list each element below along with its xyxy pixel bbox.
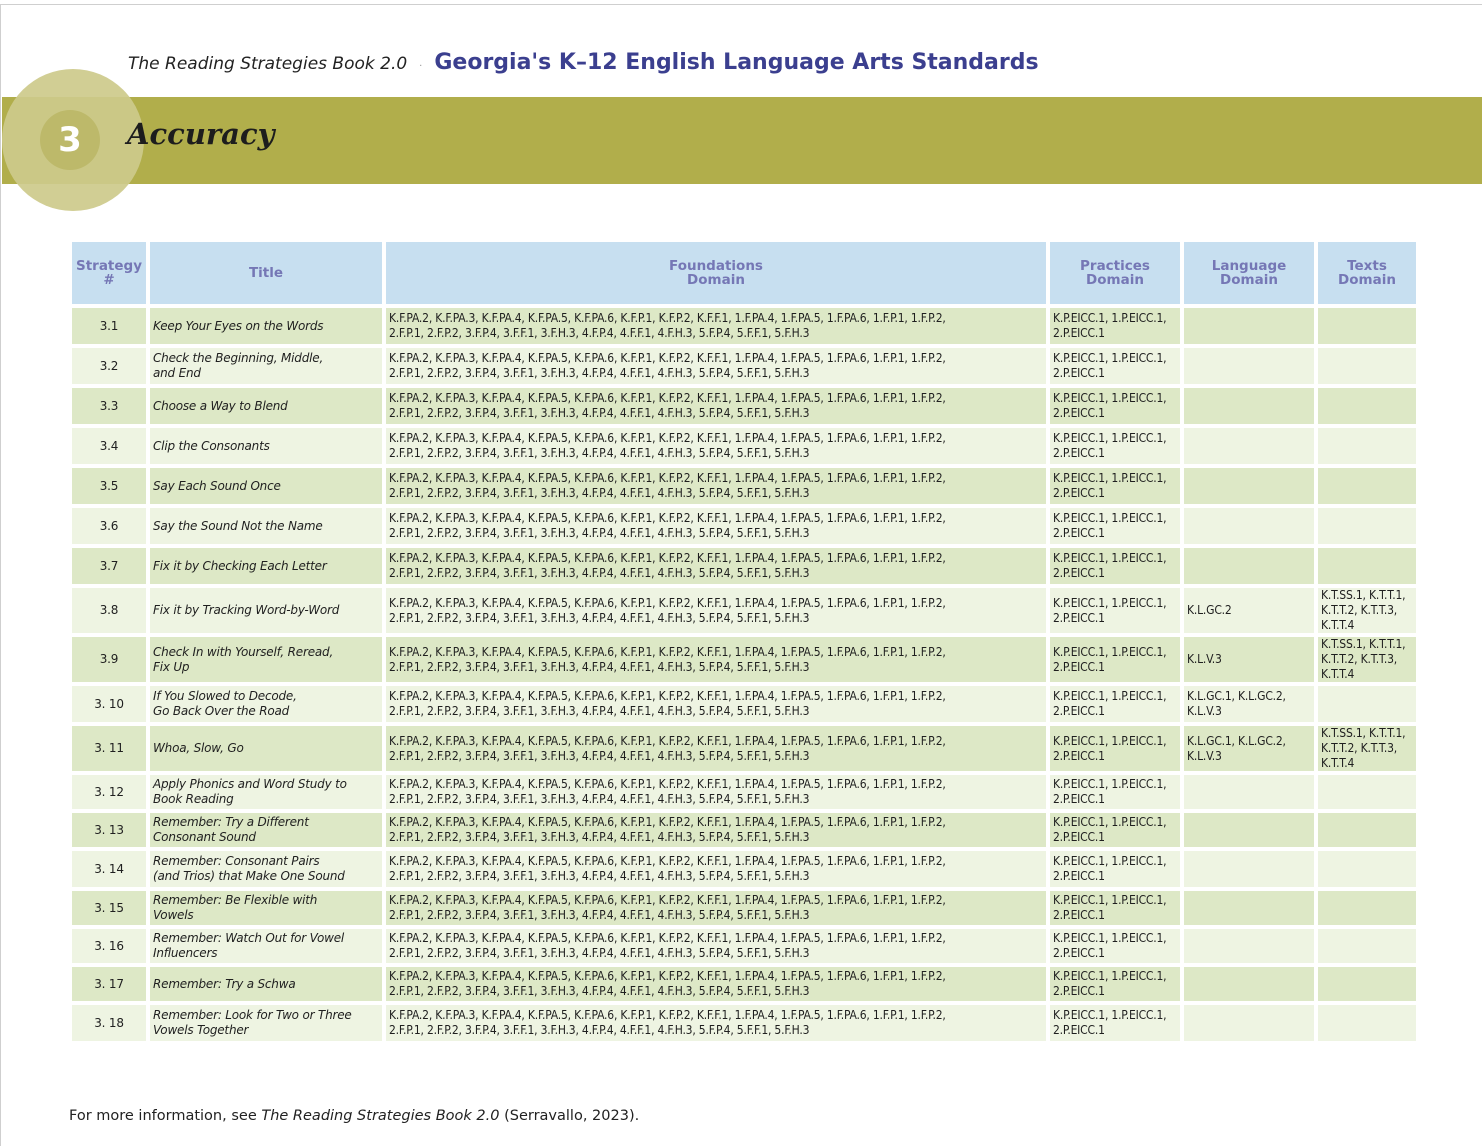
practices-cell: K.P.EICC.1, 1.P.EICC.1, 2.P.EICC.1 — [1050, 348, 1180, 384]
foundations-cell: K.F.PA.2, K.F.PA.3, K.F.PA.4, K.F.PA.5, K.F.PA.6, K.F.P.1, K.F.P.2, K.F.F.1, 1.F.PA.4, 1.F.PA.5, 1.F.PA.6, 1.F.P.1, 1.F.P.2, 2.F.P.1, 2.F.P.2, 3.F.P.4, 3.F.F.1, 3.F.H.3, 4.F.P.4, 4.F.F.1, 4.F.H.3, 5.F.P.4, 5.F.F.1, 5.F.H.3 — [386, 637, 1046, 682]
foundations-cell: K.F.PA.2, K.F.PA.3, K.F.PA.4, K.F.PA.5, K.F.PA.6, K.F.P.1, K.F.P.2, K.F.F.1, 1.F.PA.4, 1.F.PA.5, 1.F.PA.6, 1.F.P.1, 1.F.P.2, 2.F.P.1, 2.F.P.2, 3.F.P.4, 3.F.F.1, 3.F.H.3, 4.F.P.4, 4.F.F.1, 4.F.H.3, 5.F.P.4, 5.F.F.1, 5.F.H.3 — [386, 686, 1046, 722]
section-number-badge: 3 — [40, 110, 100, 170]
strategy-title-cell: Fix it by Checking Each Letter — [150, 548, 382, 584]
strategy-title-cell: Whoa, Slow, Go — [150, 726, 382, 771]
practices-cell: K.P.EICC.1, 1.P.EICC.1, 2.P.EICC.1 — [1050, 686, 1180, 722]
table-row — [72, 308, 1416, 344]
strategy-title-cell: If You Slowed to Decode, Go Back Over the Road — [150, 686, 382, 722]
foundations-cell: K.F.PA.2, K.F.PA.3, K.F.PA.4, K.F.PA.5, K.F.PA.6, K.F.P.1, K.F.P.2, K.F.F.1, 1.F.PA.4, 1.F.PA.5, 1.F.PA.6, 1.F.P.1, 1.F.P.2, 2.F.P.1, 2.F.P.2, 3.F.P.4, 3.F.F.1, 3.F.H.3, 4.F.P.4, 4.F.F.1, 4.F.H.3, 5.F.P.4, 5.F.F.1, 5.F.H.3 — [386, 929, 1046, 963]
language-cell — [1184, 929, 1314, 963]
language-cell — [1184, 967, 1314, 1001]
practices-cell: K.P.EICC.1, 1.P.EICC.1, 2.P.EICC.1 — [1050, 891, 1180, 925]
strategy-number-cell: 3.1 — [72, 308, 146, 344]
col-header-foundations: Foundations Domain — [386, 242, 1046, 304]
table-row — [72, 588, 1416, 633]
strategy-number-cell: 3. 18 — [72, 1005, 146, 1041]
language-cell: K.L.GC.1, K.L.GC.2, K.L.V.3 — [1184, 686, 1314, 722]
practices-cell: K.P.EICC.1, 1.P.EICC.1, 2.P.EICC.1 — [1050, 428, 1180, 464]
strategy-title-cell: Apply Phonics and Word Study to Book Reading — [150, 775, 382, 809]
table-row — [72, 775, 1416, 809]
table-row — [72, 428, 1416, 464]
strategy-title-cell: Fix it by Tracking Word-by-Word — [150, 588, 382, 633]
table-header-row — [72, 242, 1416, 304]
texts-cell — [1318, 348, 1416, 384]
texts-cell — [1318, 929, 1416, 963]
texts-cell — [1318, 308, 1416, 344]
language-cell — [1184, 308, 1314, 344]
foundations-cell: K.F.PA.2, K.F.PA.3, K.F.PA.4, K.F.PA.5, K.F.PA.6, K.F.P.1, K.F.P.2, K.F.F.1, 1.F.PA.4, 1.F.PA.5, 1.F.PA.6, 1.F.P.1, 1.F.P.2, 2.F.P.1, 2.F.P.2, 3.F.P.4, 3.F.F.1, 3.F.H.3, 4.F.P.4, 4.F.F.1, 4.F.H.3, 5.F.P.4, 5.F.F.1, 5.F.H.3 — [386, 813, 1046, 847]
strategy-number-cell: 3. 16 — [72, 929, 146, 963]
practices-cell: K.P.EICC.1, 1.P.EICC.1, 2.P.EICC.1 — [1050, 929, 1180, 963]
strategy-title-cell: Say the Sound Not the Name — [150, 508, 382, 544]
foundations-cell: K.F.PA.2, K.F.PA.3, K.F.PA.4, K.F.PA.5, K.F.PA.6, K.F.P.1, K.F.P.2, K.F.F.1, 1.F.PA.4, 1.F.PA.5, 1.F.PA.6, 1.F.P.1, 1.F.P.2, 2.F.P.1, 2.F.P.2, 3.F.P.4, 3.F.F.1, 3.F.H.3, 4.F.P.4, 4.F.F.1, 4.F.H.3, 5.F.P.4, 5.F.F.1, 5.F.H.3 — [386, 468, 1046, 504]
practices-cell: K.P.EICC.1, 1.P.EICC.1, 2.P.EICC.1 — [1050, 308, 1180, 344]
foundations-cell: K.F.PA.2, K.F.PA.3, K.F.PA.4, K.F.PA.5, K.F.PA.6, K.F.P.1, K.F.P.2, K.F.F.1, 1.F.PA.4, 1.F.PA.5, 1.F.PA.6, 1.F.P.1, 1.F.P.2, 2.F.P.1, 2.F.P.2, 3.F.P.4, 3.F.F.1, 3.F.H.3, 4.F.P.4, 4.F.F.1, 4.F.H.3, 5.F.P.4, 5.F.F.1, 5.F.H.3 — [386, 548, 1046, 584]
table-row — [72, 813, 1416, 847]
strategy-number-cell: 3.3 — [72, 388, 146, 424]
texts-cell — [1318, 388, 1416, 424]
texts-cell — [1318, 1005, 1416, 1041]
texts-cell: K.T.SS.1, K.T.T.1, K.T.T.2, K.T.T.3, K.T.T.4 — [1318, 726, 1416, 771]
texts-cell — [1318, 851, 1416, 887]
table-row — [72, 851, 1416, 887]
language-cell — [1184, 851, 1314, 887]
strategy-number-cell: 3.4 — [72, 428, 146, 464]
col-header-strategy: Strategy # — [72, 242, 146, 304]
language-cell — [1184, 813, 1314, 847]
practices-cell: K.P.EICC.1, 1.P.EICC.1, 2.P.EICC.1 — [1050, 967, 1180, 1001]
table-body — [72, 308, 1416, 1041]
practices-cell: K.P.EICC.1, 1.P.EICC.1, 2.P.EICC.1 — [1050, 775, 1180, 809]
texts-cell — [1318, 508, 1416, 544]
strategy-title-cell: Remember: Watch Out for Vowel Influencers — [150, 929, 382, 963]
practices-cell: K.P.EICC.1, 1.P.EICC.1, 2.P.EICC.1 — [1050, 1005, 1180, 1041]
foundations-cell: K.F.PA.2, K.F.PA.3, K.F.PA.4, K.F.PA.5, K.F.PA.6, K.F.P.1, K.F.P.2, K.F.F.1, 1.F.PA.4, 1.F.PA.5, 1.F.PA.6, 1.F.P.1, 1.F.P.2, 2.F.P.1, 2.F.P.2, 3.F.P.4, 3.F.F.1, 3.F.H.3, 4.F.P.4, 4.F.F.1, 4.F.H.3, 5.F.P.4, 5.F.F.1, 5.F.H.3 — [386, 348, 1046, 384]
foundations-cell: K.F.PA.2, K.F.PA.3, K.F.PA.4, K.F.PA.5, K.F.PA.6, K.F.P.1, K.F.P.2, K.F.F.1, 1.F.PA.4, 1.F.PA.5, 1.F.PA.6, 1.F.P.1, 1.F.P.2, 2.F.P.1, 2.F.P.2, 3.F.P.4, 3.F.F.1, 3.F.H.3, 4.F.P.4, 4.F.F.1, 4.F.H.3, 5.F.P.4, 5.F.F.1, 5.F.H.3 — [386, 891, 1046, 925]
foundations-cell: K.F.PA.2, K.F.PA.3, K.F.PA.4, K.F.PA.5, K.F.PA.6, K.F.P.1, K.F.P.2, K.F.F.1, 1.F.PA.4, 1.F.PA.5, 1.F.PA.6, 1.F.P.1, 1.F.P.2, 2.F.P.1, 2.F.P.2, 3.F.P.4, 3.F.F.1, 3.F.H.3, 4.F.P.4, 4.F.F.1, 4.F.H.3, 5.F.P.4, 5.F.F.1, 5.F.H.3 — [386, 726, 1046, 771]
texts-cell: K.T.SS.1, K.T.T.1, K.T.T.2, K.T.T.3, K.T.T.4 — [1318, 637, 1416, 682]
strategy-title-cell: Remember: Try a Schwa — [150, 967, 382, 1001]
strategy-number-cell: 3.2 — [72, 348, 146, 384]
strategy-number-cell: 3. 11 — [72, 726, 146, 771]
language-cell — [1184, 891, 1314, 925]
strategy-title-cell: Remember: Try a Different Consonant Sound — [150, 813, 382, 847]
texts-cell — [1318, 813, 1416, 847]
strategy-number-cell: 3. 15 — [72, 891, 146, 925]
language-cell: K.L.GC.1, K.L.GC.2, K.L.V.3 — [1184, 726, 1314, 771]
texts-cell — [1318, 686, 1416, 722]
col-header-language: Language Domain — [1184, 242, 1314, 304]
col-header-texts: Texts Domain — [1318, 242, 1416, 304]
table-row — [72, 468, 1416, 504]
practices-cell: K.P.EICC.1, 1.P.EICC.1, 2.P.EICC.1 — [1050, 637, 1180, 682]
strategy-number-cell: 3.7 — [72, 548, 146, 584]
standards-title: Georgia's K–12 English Language Arts Standards — [434, 50, 1039, 75]
language-cell: K.L.GC.2 — [1184, 588, 1314, 633]
table-row — [72, 637, 1416, 682]
strategy-title-cell: Remember: Look for Two or Three Vowels Together — [150, 1005, 382, 1041]
book-title: The Reading Strategies Book 2.0 — [128, 54, 408, 74]
foundations-cell: K.F.PA.2, K.F.PA.3, K.F.PA.4, K.F.PA.5, K.F.PA.6, K.F.P.1, K.F.P.2, K.F.F.1, 1.F.PA.4, 1.F.PA.5, 1.F.PA.6, 1.F.P.1, 1.F.P.2, 2.F.P.1, 2.F.P.2, 3.F.P.4, 3.F.F.1, 3.F.H.3, 4.F.P.4, 4.F.F.1, 4.F.H.3, 5.F.P.4, 5.F.F.1, 5.F.H.3 — [386, 1005, 1046, 1041]
practices-cell: K.P.EICC.1, 1.P.EICC.1, 2.P.EICC.1 — [1050, 508, 1180, 544]
practices-cell: K.P.EICC.1, 1.P.EICC.1, 2.P.EICC.1 — [1050, 851, 1180, 887]
foundations-cell: K.F.PA.2, K.F.PA.3, K.F.PA.4, K.F.PA.5, K.F.PA.6, K.F.P.1, K.F.P.2, K.F.F.1, 1.F.PA.4, 1.F.PA.5, 1.F.PA.6, 1.F.P.1, 1.F.P.2, 2.F.P.1, 2.F.P.2, 3.F.P.4, 3.F.F.1, 3.F.H.3, 4.F.P.4, 4.F.F.1, 4.F.H.3, 5.F.P.4, 5.F.F.1, 5.F.H.3 — [386, 775, 1046, 809]
strategy-number-cell: 3. 14 — [72, 851, 146, 887]
foundations-cell: K.F.PA.2, K.F.PA.3, K.F.PA.4, K.F.PA.5, K.F.PA.6, K.F.P.1, K.F.P.2, K.F.F.1, 1.F.PA.4, 1.F.PA.5, 1.F.PA.6, 1.F.P.1, 1.F.P.2, 2.F.P.1, 2.F.P.2, 3.F.P.4, 3.F.F.1, 3.F.H.3, 4.F.P.4, 4.F.F.1, 4.F.H.3, 5.F.P.4, 5.F.F.1, 5.F.H.3 — [386, 308, 1046, 344]
table-row — [72, 348, 1416, 384]
footer-note: For more information, see The Reading Strategies Book 2.0 (Serravallo, 2023). — [69, 1108, 640, 1124]
table-row — [72, 1005, 1416, 1041]
texts-cell — [1318, 468, 1416, 504]
table-row — [72, 891, 1416, 925]
strategy-title-cell: Remember: Be Flexible with Vowels — [150, 891, 382, 925]
table-row — [72, 388, 1416, 424]
language-cell — [1184, 775, 1314, 809]
strategy-title-cell: Keep Your Eyes on the Words — [150, 308, 382, 344]
table-row — [72, 726, 1416, 771]
foundations-cell: K.F.PA.2, K.F.PA.3, K.F.PA.4, K.F.PA.5, K.F.PA.6, K.F.P.1, K.F.P.2, K.F.F.1, 1.F.PA.4, 1.F.PA.5, 1.F.PA.6, 1.F.P.1, 1.F.P.2, 2.F.P.1, 2.F.P.2, 3.F.P.4, 3.F.F.1, 3.F.H.3, 4.F.P.4, 4.F.F.1, 4.F.H.3, 5.F.P.4, 5.F.F.1, 5.F.H.3 — [386, 588, 1046, 633]
standards-table — [68, 238, 1420, 1045]
table-row — [72, 929, 1416, 963]
practices-cell: K.P.EICC.1, 1.P.EICC.1, 2.P.EICC.1 — [1050, 726, 1180, 771]
strategy-title-cell: Say Each Sound Once — [150, 468, 382, 504]
texts-cell — [1318, 428, 1416, 464]
strategy-number-cell: 3.6 — [72, 508, 146, 544]
footer-book-title: The Reading Strategies Book 2.0 — [261, 1108, 500, 1124]
strategy-number-cell: 3. 12 — [72, 775, 146, 809]
section-title: Accuracy — [127, 117, 275, 151]
language-cell — [1184, 508, 1314, 544]
language-cell — [1184, 468, 1314, 504]
language-cell — [1184, 1005, 1314, 1041]
strategy-number-cell: 3. 10 — [72, 686, 146, 722]
table-row — [72, 508, 1416, 544]
col-header-practices: Practices Domain — [1050, 242, 1180, 304]
texts-cell — [1318, 548, 1416, 584]
strategy-title-cell: Check In with Yourself, Reread, Fix Up — [150, 637, 382, 682]
col-header-title: Title — [150, 242, 382, 304]
language-cell — [1184, 388, 1314, 424]
strategy-title-cell: Check the Beginning, Middle, and End — [150, 348, 382, 384]
table-row — [72, 967, 1416, 1001]
practices-cell: K.P.EICC.1, 1.P.EICC.1, 2.P.EICC.1 — [1050, 813, 1180, 847]
strategy-title-cell: Remember: Consonant Pairs (and Trios) that Make One Sound — [150, 851, 382, 887]
foundations-cell: K.F.PA.2, K.F.PA.3, K.F.PA.4, K.F.PA.5, K.F.PA.6, K.F.P.1, K.F.P.2, K.F.F.1, 1.F.PA.4, 1.F.PA.5, 1.F.PA.6, 1.F.P.1, 1.F.P.2, 2.F.P.1, 2.F.P.2, 3.F.P.4, 3.F.F.1, 3.F.H.3, 4.F.P.4, 4.F.F.1, 4.F.H.3, 5.F.P.4, 5.F.F.1, 5.F.H.3 — [386, 388, 1046, 424]
language-cell — [1184, 348, 1314, 384]
page-header — [128, 50, 1039, 80]
strategy-number-cell: 3.9 — [72, 637, 146, 682]
table-row — [72, 548, 1416, 584]
practices-cell: K.P.EICC.1, 1.P.EICC.1, 2.P.EICC.1 — [1050, 468, 1180, 504]
texts-cell — [1318, 891, 1416, 925]
strategy-title-cell: Choose a Way to Blend — [150, 388, 382, 424]
foundations-cell: K.F.PA.2, K.F.PA.3, K.F.PA.4, K.F.PA.5, K.F.PA.6, K.F.P.1, K.F.P.2, K.F.F.1, 1.F.PA.4, 1.F.PA.5, 1.F.PA.6, 1.F.P.1, 1.F.P.2, 2.F.P.1, 2.F.P.2, 3.F.P.4, 3.F.F.1, 3.F.H.3, 4.F.P.4, 4.F.F.1, 4.F.H.3, 5.F.P.4, 5.F.F.1, 5.F.H.3 — [386, 851, 1046, 887]
strategy-number-cell: 3.8 — [72, 588, 146, 633]
strategy-number-cell: 3. 17 — [72, 967, 146, 1001]
practices-cell: K.P.EICC.1, 1.P.EICC.1, 2.P.EICC.1 — [1050, 388, 1180, 424]
strategy-title-cell: Clip the Consonants — [150, 428, 382, 464]
language-cell — [1184, 428, 1314, 464]
texts-cell: K.T.SS.1, K.T.T.1, K.T.T.2, K.T.T.3, K.T.T.4 — [1318, 588, 1416, 633]
foundations-cell: K.F.PA.2, K.F.PA.3, K.F.PA.4, K.F.PA.5, K.F.PA.6, K.F.P.1, K.F.P.2, K.F.F.1, 1.F.PA.4, 1.F.PA.5, 1.F.PA.6, 1.F.P.1, 1.F.P.2, 2.F.P.1, 2.F.P.2, 3.F.P.4, 3.F.F.1, 3.F.H.3, 4.F.P.4, 4.F.F.1, 4.F.H.3, 5.F.P.4, 5.F.F.1, 5.F.H.3 — [386, 508, 1046, 544]
header-separator: · — [419, 61, 423, 72]
language-cell — [1184, 548, 1314, 584]
foundations-cell: K.F.PA.2, K.F.PA.3, K.F.PA.4, K.F.PA.5, K.F.PA.6, K.F.P.1, K.F.P.2, K.F.F.1, 1.F.PA.4, 1.F.PA.5, 1.F.PA.6, 1.F.P.1, 1.F.P.2, 2.F.P.1, 2.F.P.2, 3.F.P.4, 3.F.F.1, 3.F.H.3, 4.F.P.4, 4.F.F.1, 4.F.H.3, 5.F.P.4, 5.F.F.1, 5.F.H.3 — [386, 967, 1046, 1001]
strategy-number-cell: 3. 13 — [72, 813, 146, 847]
foundations-cell: K.F.PA.2, K.F.PA.3, K.F.PA.4, K.F.PA.5, K.F.PA.6, K.F.P.1, K.F.P.2, K.F.F.1, 1.F.PA.4, 1.F.PA.5, 1.F.PA.6, 1.F.P.1, 1.F.P.2, 2.F.P.1, 2.F.P.2, 3.F.P.4, 3.F.F.1, 3.F.H.3, 4.F.P.4, 4.F.F.1, 4.F.H.3, 5.F.P.4, 5.F.F.1, 5.F.H.3 — [386, 428, 1046, 464]
practices-cell: K.P.EICC.1, 1.P.EICC.1, 2.P.EICC.1 — [1050, 548, 1180, 584]
strategy-number-cell: 3.5 — [72, 468, 146, 504]
table-row — [72, 686, 1416, 722]
texts-cell — [1318, 967, 1416, 1001]
practices-cell: K.P.EICC.1, 1.P.EICC.1, 2.P.EICC.1 — [1050, 588, 1180, 633]
texts-cell — [1318, 775, 1416, 809]
language-cell: K.L.V.3 — [1184, 637, 1314, 682]
